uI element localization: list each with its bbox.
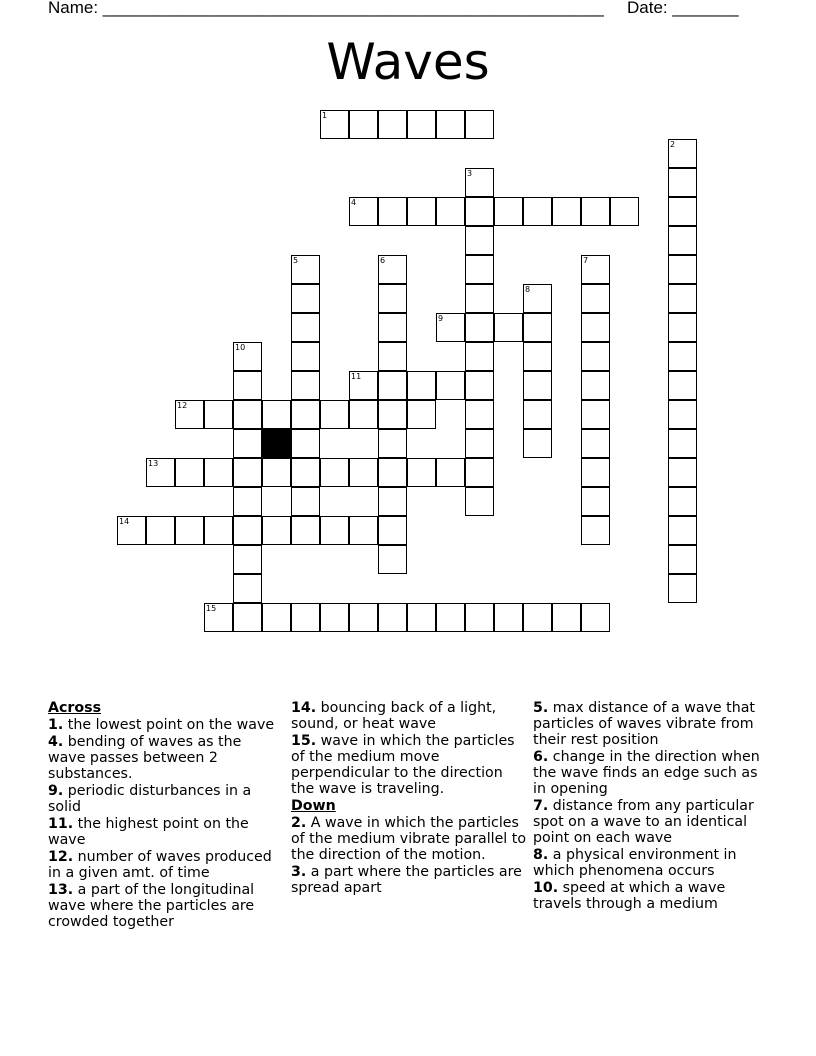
name-field-label: Name: _____________________________________________________ [48,0,604,17]
crossword-cell[interactable] [581,400,610,429]
clue-number: 12 [177,401,188,410]
crossword-cell[interactable] [233,603,262,632]
crossword-cell[interactable] [291,487,320,516]
clue-item-text: bending of waves as the wave passes between 2 substances. [48,734,242,782]
crossword-cell[interactable] [175,400,204,429]
crossword-cell[interactable] [378,342,407,371]
crossword-cell[interactable] [668,545,697,574]
clue-item [533,847,769,879]
crossword-cell[interactable] [668,487,697,516]
crossword-cell[interactable] [465,371,494,400]
crossword-cell[interactable] [349,371,378,400]
clue-item [48,882,280,930]
crossword-cell[interactable] [581,197,610,226]
crossword-cell[interactable] [668,516,697,545]
clue-number: 4 [351,198,357,207]
crossword-cell[interactable] [233,516,262,545]
crossword-cell[interactable] [668,400,697,429]
crossword-cell[interactable] [581,342,610,371]
clue-item-number: 2. [291,815,307,831]
date-field-label: Date: _______ [627,0,739,17]
clue-item [533,880,769,912]
crossword-cell[interactable] [233,545,262,574]
crossword-cell[interactable] [349,110,378,139]
crossword-cell[interactable] [233,574,262,603]
crossword-cell[interactable] [262,516,291,545]
down-heading: Down [291,798,336,814]
crossword-cell[interactable] [291,458,320,487]
clue-item-text: max distance of a wave that particles of waves vibrate from their rest position [533,700,755,748]
crossword-cell[interactable] [262,458,291,487]
clue-column-3 [533,700,769,913]
clue-number: 1 [322,111,328,120]
crossword-cell[interactable] [668,168,697,197]
clue-item-text: speed at which a wave travels through a medium [533,880,726,912]
clue-item [48,783,280,815]
crossword-cell[interactable] [581,429,610,458]
clue-item-number: 14. [291,700,317,716]
crossword-cell[interactable] [465,226,494,255]
clue-item-number: 10. [533,880,559,896]
crossword-cell[interactable] [523,284,552,313]
crossword-cell[interactable] [291,429,320,458]
crossword-cell[interactable] [552,603,581,632]
black-square [262,429,291,458]
crossword-cell[interactable] [581,313,610,342]
crossword-cell[interactable] [291,371,320,400]
clue-item-text: number of waves produced in a given amt. of time [48,849,272,881]
clue-item [48,849,280,881]
clue-number: 8 [525,285,531,294]
crossword-cell[interactable] [378,400,407,429]
clue-item-number: 12. [48,849,74,865]
clue-item-number: 3. [291,864,307,880]
crossword-cell[interactable] [117,516,146,545]
clue-item [48,734,280,782]
crossword-cell[interactable] [668,574,697,603]
crossword-cell[interactable] [378,313,407,342]
crossword-cell[interactable] [378,603,407,632]
clue-item-text: periodic disturbances in a solid [48,783,252,815]
crossword-cell[interactable] [378,371,407,400]
crossword-cell[interactable] [523,342,552,371]
crossword-cell[interactable] [465,603,494,632]
crossword-cell[interactable] [204,603,233,632]
crossword-cell[interactable] [349,603,378,632]
crossword-cell[interactable] [668,371,697,400]
crossword-cell[interactable] [465,429,494,458]
crossword-cell[interactable] [465,487,494,516]
crossword-cell[interactable] [465,168,494,197]
clue-item-number: 1. [48,717,64,733]
crossword-cell[interactable] [291,342,320,371]
clue-item-text: A wave in which the particles of the medium vibrate parallel to the direction of the motion. [291,815,527,863]
crossword-cell[interactable] [465,284,494,313]
crossword-cell[interactable] [349,400,378,429]
crossword-cell[interactable] [204,458,233,487]
crossword-cell[interactable] [262,400,291,429]
crossword-cell[interactable] [668,255,697,284]
clue-item-number: 6. [533,749,549,765]
clue-item-number: 15. [291,733,317,749]
clue-number: 5 [293,256,299,265]
clue-number: 13 [148,459,159,468]
crossword-cell[interactable] [523,371,552,400]
crossword-cell[interactable] [494,197,523,226]
clue-item-number: 4. [48,734,64,750]
clue-number: 3 [467,169,473,178]
clue-item-text: the lowest point on the wave [63,717,275,733]
crossword-cell[interactable] [436,110,465,139]
clue-number: 14 [119,517,130,526]
crossword-cell[interactable] [436,458,465,487]
crossword-cell[interactable] [233,371,262,400]
clue-number: 7 [583,256,589,265]
clue-item [291,700,527,732]
crossword-cell[interactable] [175,458,204,487]
clue-item [533,798,769,846]
clue-number: 11 [351,372,362,381]
crossword-cell[interactable] [378,429,407,458]
crossword-cell[interactable] [465,342,494,371]
clue-item-number: 5. [533,700,549,716]
crossword-cell[interactable] [581,516,610,545]
crossword-cell[interactable] [436,197,465,226]
crossword-cell[interactable] [465,400,494,429]
crossword-cell[interactable] [378,458,407,487]
clue-item-number: 9. [48,783,64,799]
clue-number: 10 [235,343,246,352]
crossword-cell[interactable] [378,487,407,516]
crossword-cell[interactable] [233,400,262,429]
crossword-cell[interactable] [436,371,465,400]
crossword-cell[interactable] [668,429,697,458]
crossword-cell[interactable] [349,458,378,487]
crossword-cell[interactable] [233,458,262,487]
crossword-cell[interactable] [378,284,407,313]
clue-item-text: a part where the particles are spread apart [291,864,522,896]
crossword-cell[interactable] [465,313,494,342]
crossword-cell[interactable] [465,255,494,284]
clue-item-number: 8. [533,847,549,863]
crossword-cell[interactable] [291,400,320,429]
crossword-cell[interactable] [291,603,320,632]
crossword-cell[interactable] [378,255,407,284]
crossword-cell[interactable] [581,458,610,487]
crossword-cell[interactable] [320,110,349,139]
page-title: Waves [326,33,490,91]
crossword-cell[interactable] [378,110,407,139]
crossword-cell[interactable] [668,458,697,487]
clue-number: 9 [438,314,444,323]
crossword-cell[interactable] [233,342,262,371]
clue-item [48,816,280,848]
clue-item-number: 7. [533,798,549,814]
crossword-cell[interactable] [581,603,610,632]
crossword-cell[interactable] [320,458,349,487]
across-heading: Across [48,700,102,716]
crossword-cell[interactable] [523,400,552,429]
crossword-cell[interactable] [465,110,494,139]
crossword-cell[interactable] [581,487,610,516]
crossword-cell[interactable] [523,603,552,632]
crossword-cell[interactable] [668,313,697,342]
crossword-cell[interactable] [494,313,523,342]
crossword-cell[interactable] [320,603,349,632]
clue-item [533,700,769,748]
crossword-cell[interactable] [465,458,494,487]
crossword-cell[interactable] [610,197,639,226]
clue-number: 6 [380,256,386,265]
crossword-cell[interactable] [204,400,233,429]
crossword-cell[interactable] [378,545,407,574]
crossword-cell[interactable] [494,603,523,632]
crossword-cell[interactable] [407,603,436,632]
clue-item-number: 11. [48,816,74,832]
crossword-cell[interactable] [552,197,581,226]
crossword-cell[interactable] [407,400,436,429]
crossword-cell[interactable] [378,197,407,226]
crossword-cell[interactable] [378,516,407,545]
crossword-cell[interactable] [465,197,494,226]
crossword-cell[interactable] [233,429,262,458]
crossword-cell[interactable] [349,197,378,226]
crossword-cell[interactable] [320,516,349,545]
crossword-cell[interactable] [291,284,320,313]
crossword-cell[interactable] [407,371,436,400]
clue-item-text: change in the direction when the wave finds an edge such as in opening [533,749,760,797]
crossword-cell[interactable] [668,226,697,255]
clue-number: 2 [670,140,676,149]
clue-item-text: a part of the longitudinal wave where the particles are crowded together [48,882,255,930]
crossword-cell[interactable] [349,516,378,545]
clue-number: 15 [206,604,217,613]
crossword-cell[interactable] [523,313,552,342]
clue-item-number: 13. [48,882,74,898]
crossword-cell[interactable] [146,458,175,487]
clue-item-text: the highest point on the wave [48,816,249,848]
crossword-cell[interactable] [668,197,697,226]
crossword-cell[interactable] [233,487,262,516]
clue-column-2 [291,700,527,897]
crossword-cell[interactable] [262,603,291,632]
clue-item [291,864,527,896]
clue-item [291,815,527,863]
crossword-cell[interactable] [523,429,552,458]
clue-item-text: a physical environment in which phenomena occurs [533,847,737,879]
crossword-cell[interactable] [204,516,233,545]
crossword-cell[interactable] [668,342,697,371]
clue-item-text: wave in which the particles of the medium move perpendicular to the direction the wave is traveling. [291,733,515,797]
crossword-cell[interactable] [668,284,697,313]
crossword-cell[interactable] [668,139,697,168]
crossword-cell[interactable] [436,603,465,632]
clue-item [48,717,280,733]
crossword-cell[interactable] [581,255,610,284]
crossword-cell[interactable] [581,371,610,400]
crossword-cell[interactable] [291,255,320,284]
crossword-cell[interactable] [291,516,320,545]
crossword-cell[interactable] [146,516,175,545]
crossword-cell[interactable] [407,110,436,139]
crossword-cell[interactable] [407,197,436,226]
crossword-cell[interactable] [175,516,204,545]
crossword-cell[interactable] [436,313,465,342]
crossword-cell[interactable] [523,197,552,226]
crossword-cell[interactable] [581,284,610,313]
clue-item [291,733,527,797]
clue-column-1 [48,700,280,931]
clue-item [533,749,769,797]
clue-item-text: distance from any particular spot on a wave to an identical point on each wave [533,798,754,846]
crossword-cell[interactable] [291,313,320,342]
crossword-cell[interactable] [407,458,436,487]
clue-item-text: bouncing back of a light, sound, or heat wave [291,700,497,732]
crossword-cell[interactable] [320,400,349,429]
